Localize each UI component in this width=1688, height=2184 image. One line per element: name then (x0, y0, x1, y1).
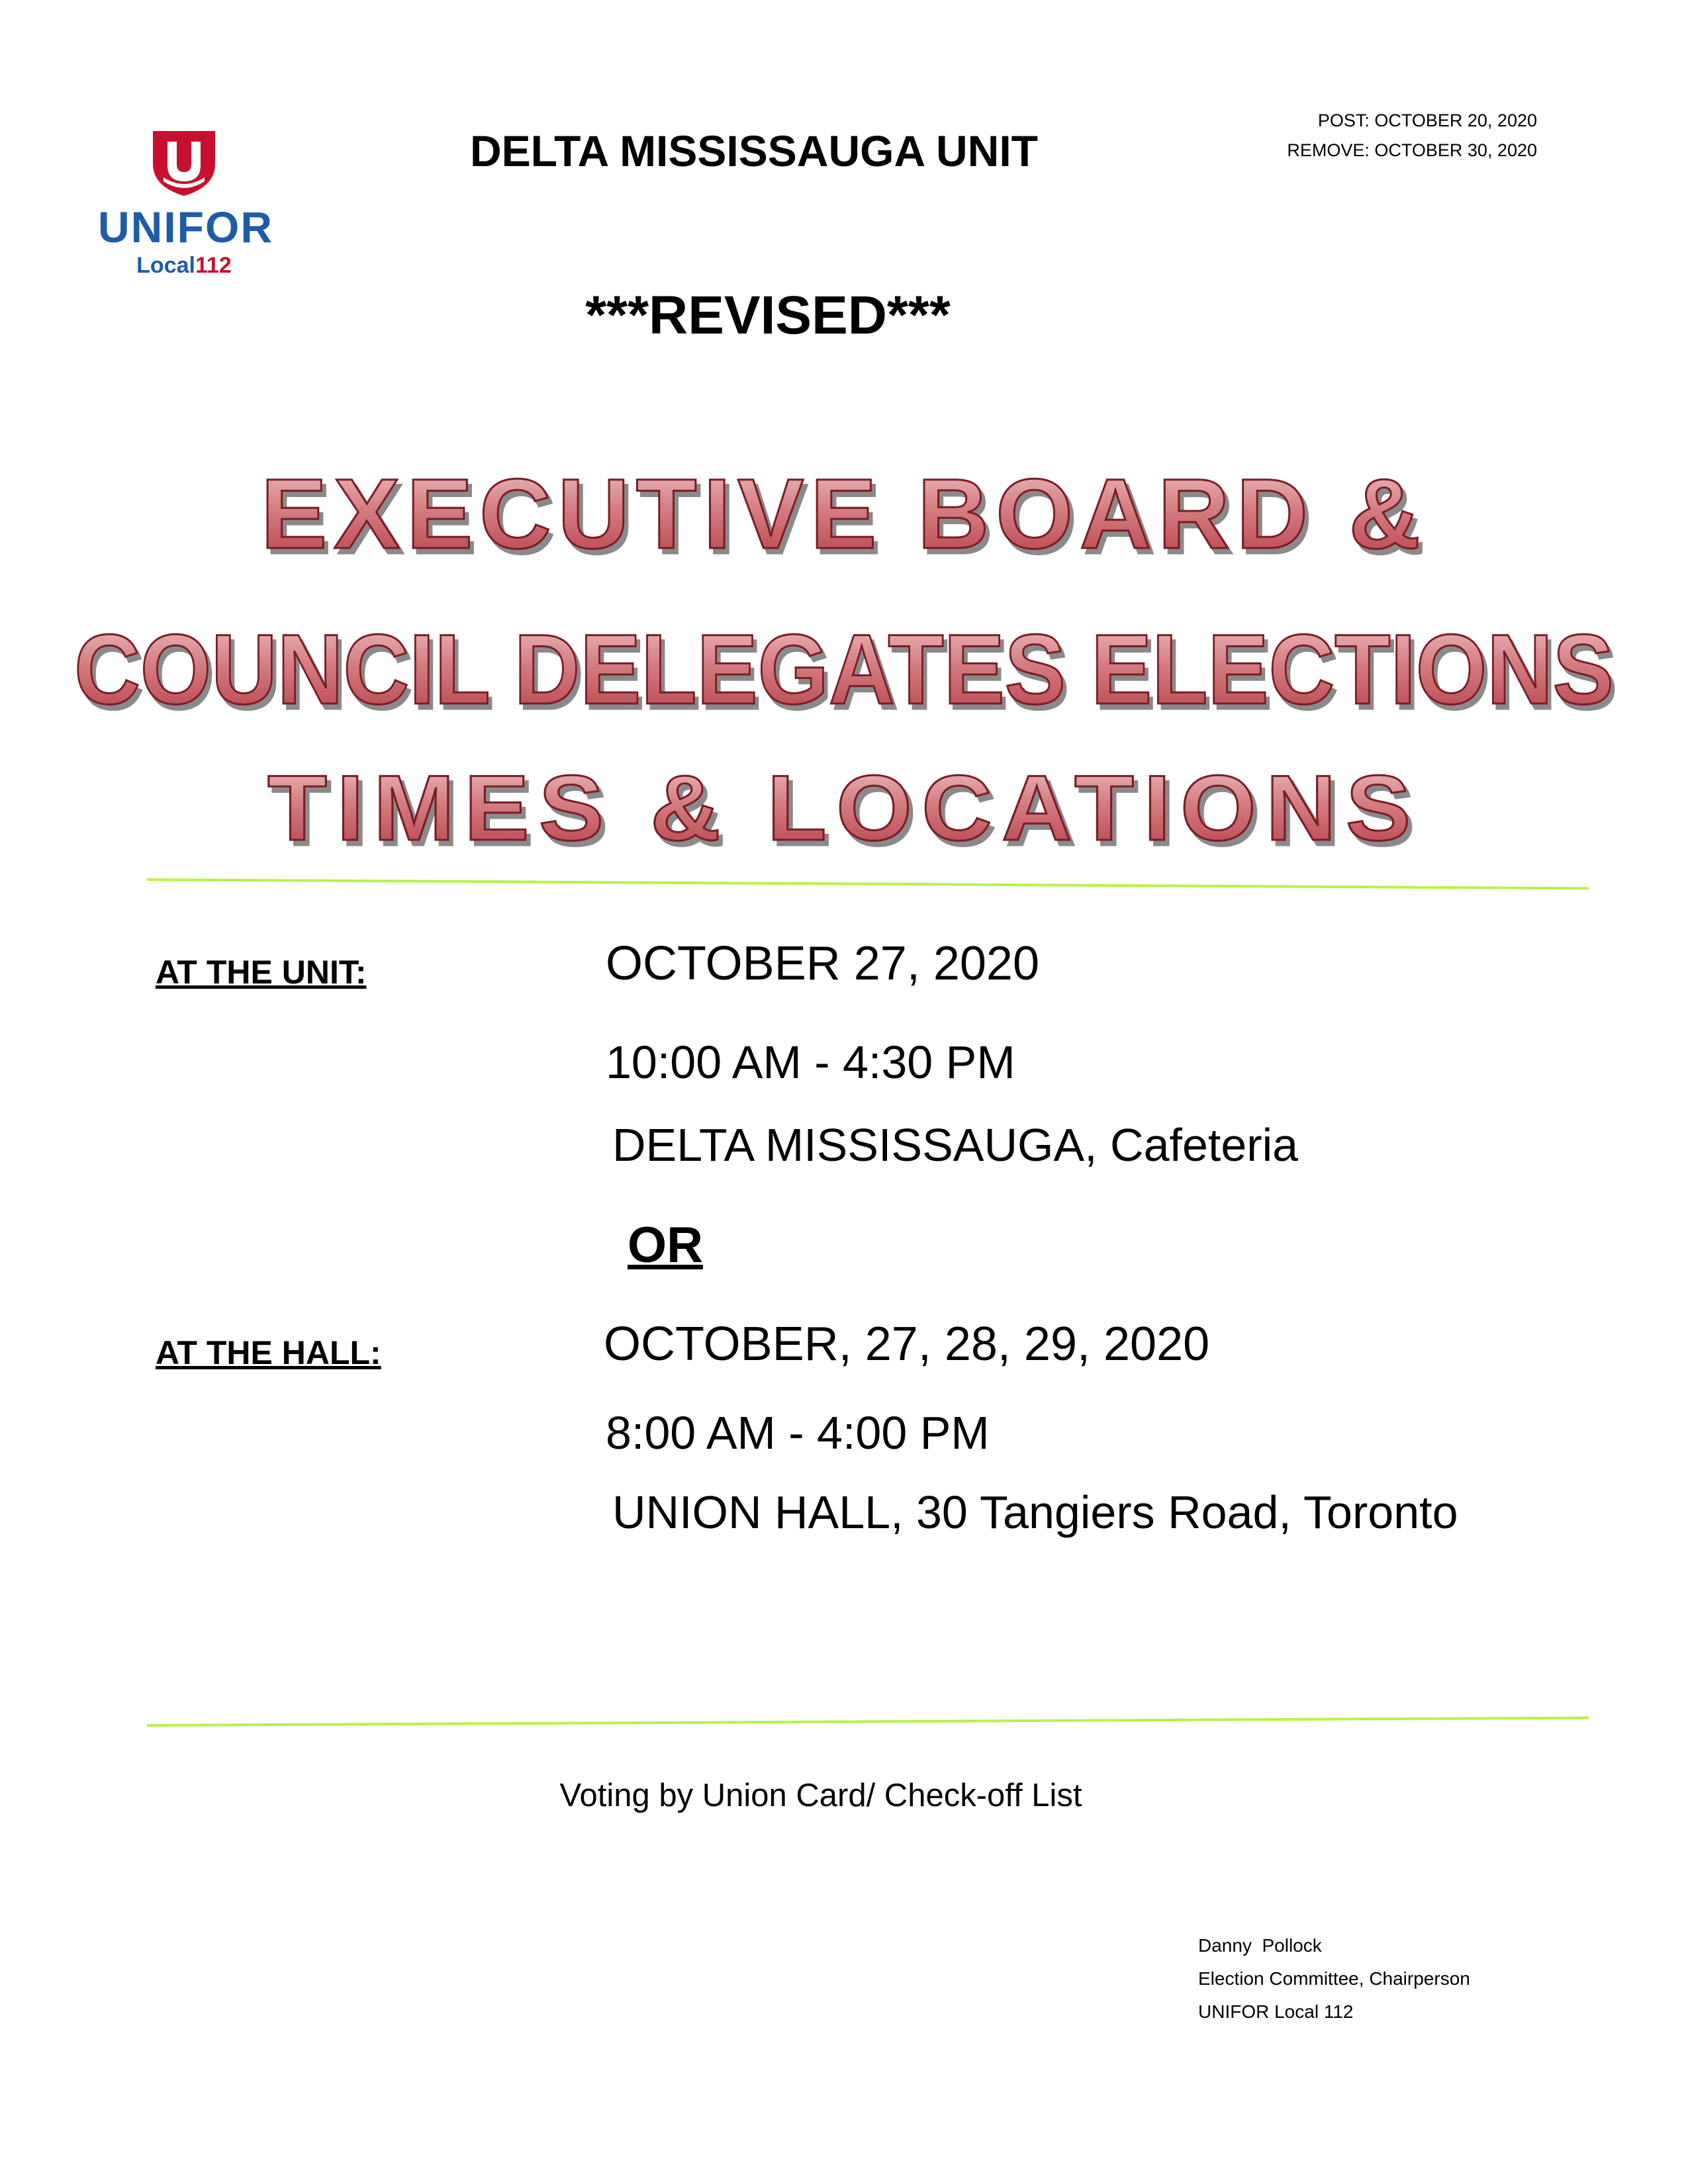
unifor-shield-icon (148, 126, 220, 199)
unit-date: OCTOBER 27, 2020 (606, 937, 1039, 990)
hall-dates: OCTOBER, 27, 28, 29, 2020 (604, 1318, 1210, 1371)
signature-block (1198, 1929, 1470, 2028)
signature-role: Election Committee, Chairperson (1198, 1968, 1470, 1989)
logo-local-number: 112 (195, 253, 232, 278)
unifor-logo (98, 126, 273, 285)
logo-local (98, 253, 270, 279)
banner-line-1: EXECUTIVE BOARD & (0, 457, 1688, 571)
or-separator: OR (628, 1217, 703, 1273)
banner-line-2: COUNCIL DELEGATES ELECTIONS (68, 612, 1620, 727)
hall-section-label: AT THE HALL: (156, 1334, 381, 1371)
unit-time: 10:00 AM - 4:30 PM (606, 1036, 1015, 1088)
logo-local-prefix: Local (136, 253, 195, 278)
logo-name: UNIFOR (98, 203, 273, 251)
post-date: POST: OCTOBER 20, 2020 (1317, 111, 1537, 130)
hall-location: UNION HALL, 30 Tangiers Road, Toronto (612, 1486, 1458, 1538)
remove-date: REMOVE: OCTOBER 30, 2020 (1287, 140, 1537, 160)
hall-time: 8:00 AM - 4:00 PM (606, 1407, 990, 1459)
divider-top (147, 878, 1589, 889)
unit-location: DELTA MISSISSAUGA, Cafeteria (612, 1119, 1299, 1171)
divider-bottom (147, 1717, 1589, 1727)
revised-notice: ***REVISED*** (585, 285, 951, 345)
voting-note: Voting by Union Card/ Check-off List (559, 1778, 1082, 1813)
unit-section-label: AT THE UNIT: (156, 954, 367, 991)
signature-org: UNIFOR Local 112 (1198, 2001, 1354, 2022)
post-dates (1287, 106, 1537, 165)
signature-name: Danny Pollock (1198, 1935, 1322, 1956)
banner-line-3: TIMES & LOCATIONS (0, 754, 1688, 862)
unit-title: DELTA MISSISSAUGA UNIT (470, 126, 1038, 175)
